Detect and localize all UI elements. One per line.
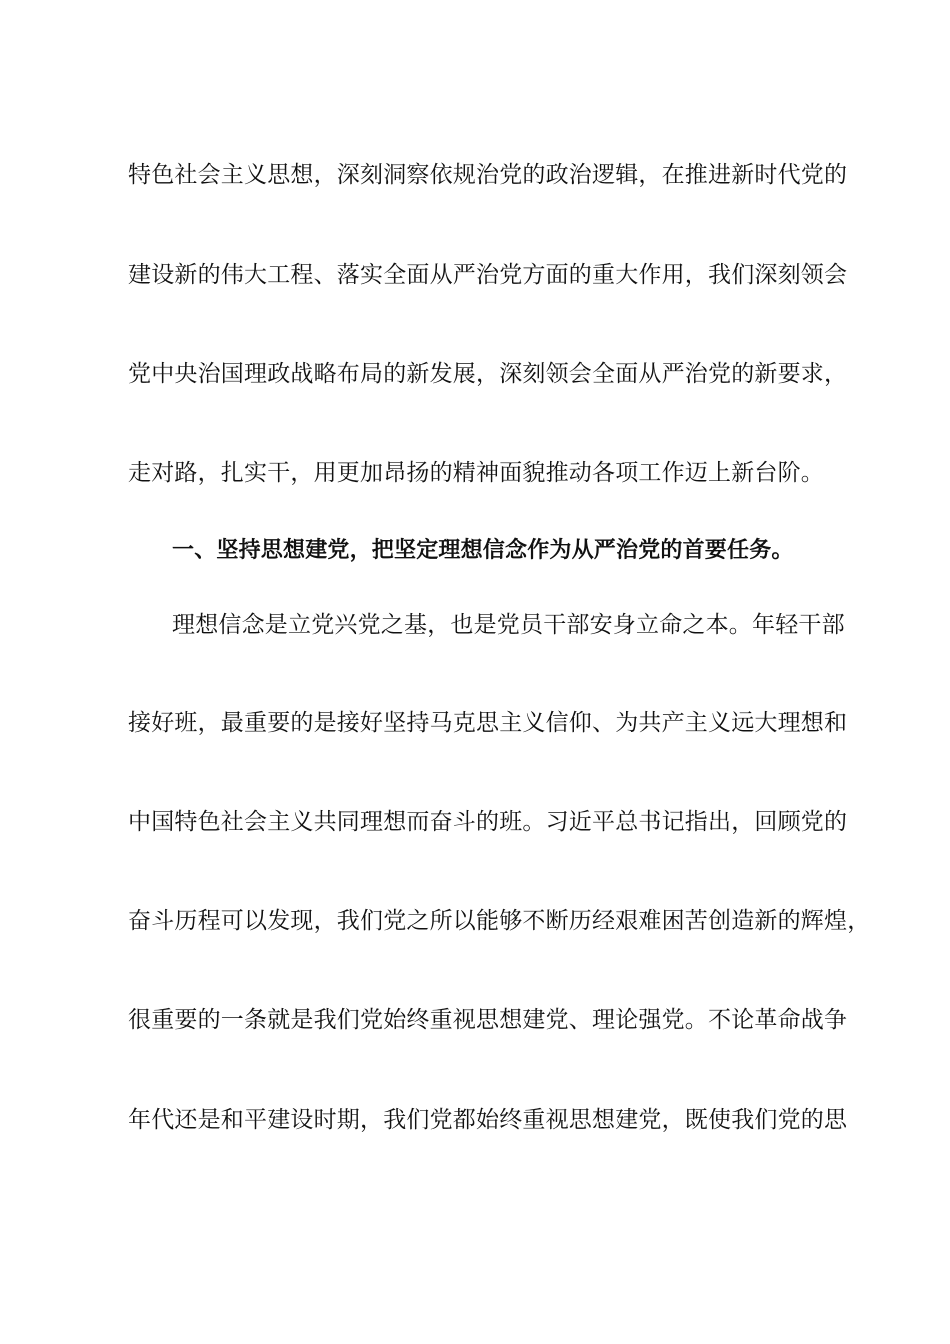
paragraph-line: 特色社会主义思想，深刻洞察依规治党的政治逻辑，在推进新时代党的 [128,162,848,188]
paragraph-line: 理想信念是立党兴党之基，也是党员干部安身立命之本。年轻干部 [172,612,845,638]
paragraph-line: 党中央治国理政战略布局的新发展，深刻领会全面从严治党的新要求， [128,361,848,387]
paragraph-line: 中国特色社会主义共同理想而奋斗的班。习近平总书记指出，回顾党的 [128,809,848,835]
section-heading: 一、坚持思想建党，把坚定理想信念作为从严治党的首要任务。 [172,538,794,563]
paragraph-line: 年代还是和平建设时期，我们党都始终重视思想建党，既使我们党的思 [128,1107,848,1133]
paragraph-line: 接好班，最重要的是接好坚持马克思主义信仰、为共产主义远大理想和 [128,710,848,736]
paragraph-line: 很重要的一条就是我们党始终重视思想建党、理论强党。不论革命战争 [128,1007,848,1033]
paragraph-line: 奋斗历程可以发现，我们党之所以能够不断历经艰难困苦创造新的辉煌， [128,908,871,934]
paragraph-line: 建设新的伟大工程、落实全面从严治党方面的重大作用，我们深刻领会 [128,262,848,288]
paragraph-line: 走对路，扎实干，用更加昂扬的精神面貌推动各项工作迈上新台阶。 [128,460,824,486]
